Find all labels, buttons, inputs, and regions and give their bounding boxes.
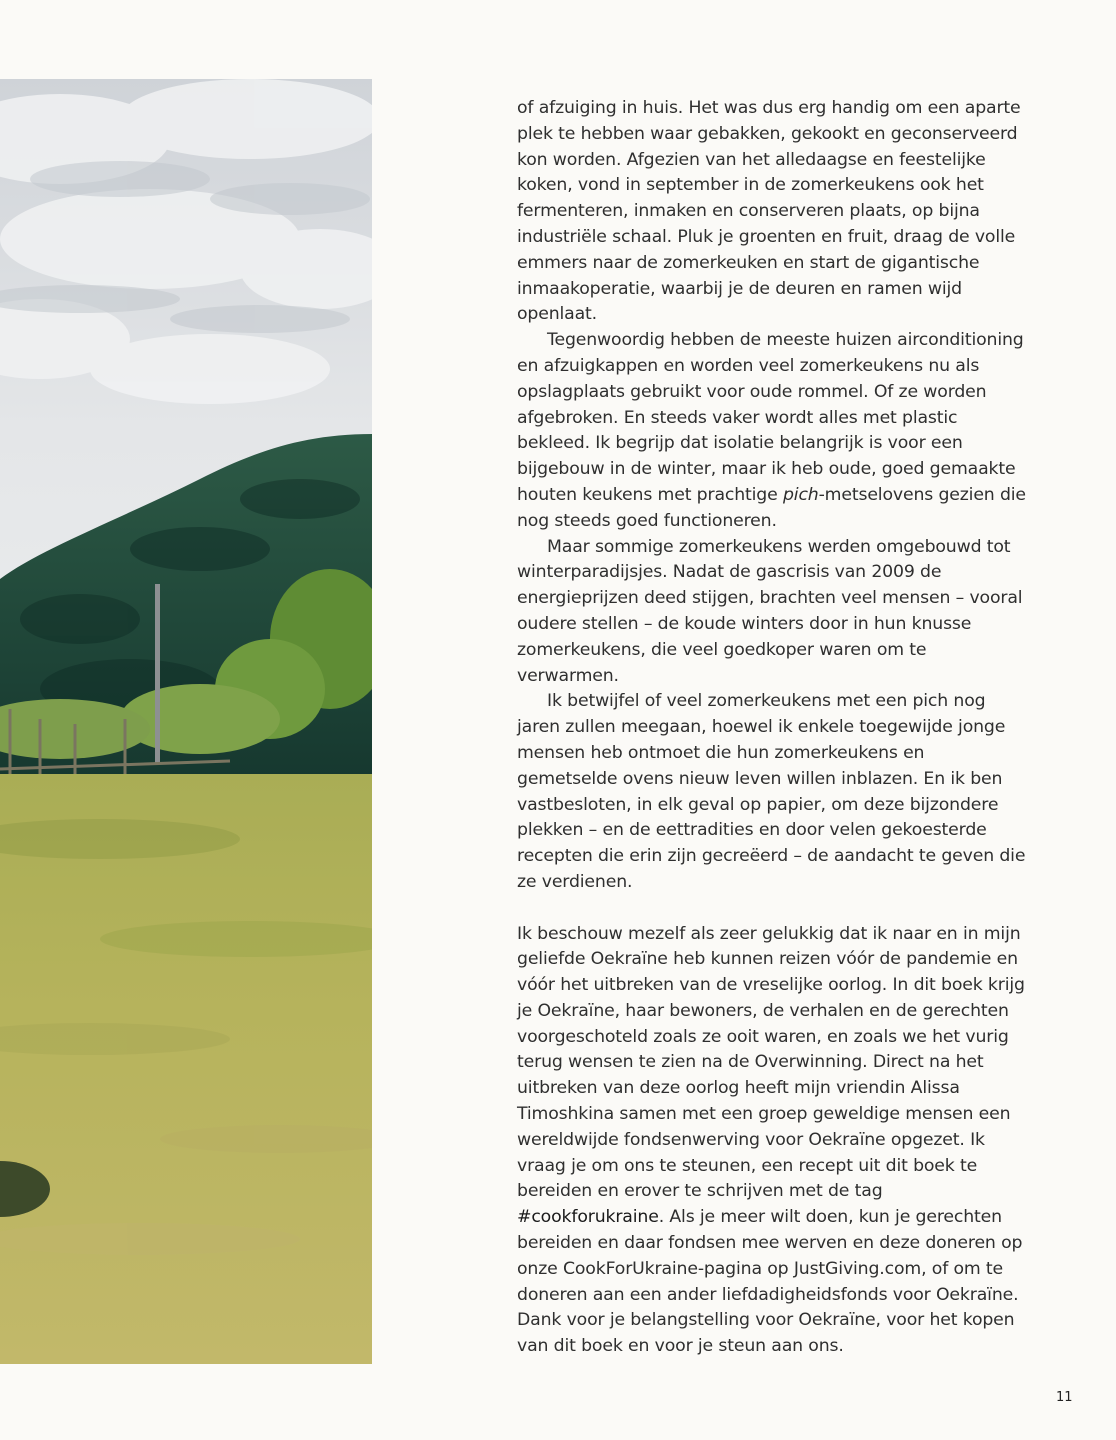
hashtag: #cookforukraine bbox=[517, 1207, 659, 1228]
paragraph-1: of afzuiging in huis. Het was dus erg handig om een aparte plek te hebben waar gebakken, gekookt en geconserveerd kon worden. Afgezien van het alledaagse en feestelijke koken, vond in september in de zomerkeukens ook het fermenteren, inmaken en conserveren plaats, op bijna industriële schaal. Pluk je groenten en fruit, draag de volle emmers naar de zomerkeuken en start de gigantische inmaakoperatie, waarbij je de deuren en ramen wijd openlaat. bbox=[517, 98, 1021, 325]
meadow bbox=[0, 774, 372, 1364]
paragraph-2-text: Tegenwoordig hebben de meeste huizen airconditioning en afzuigkappen en worden veel zomerkeukens nu als opslagplaats gebruikt voor oude rommel. Of ze worden afgebroken. En steeds vaker wordt alles met plastic bekleed. Ik begrijp dat isolatie belangrijk is voor een bijgebouw in de winter, maar ik heb oude, goed gemaakte houten keukens met prachtige bbox=[517, 330, 1024, 505]
page-number: 11 bbox=[1056, 1390, 1073, 1405]
clouds bbox=[0, 79, 372, 404]
paragraph-2-text-end: -metselovens gezien die nog steeds goed functioneren. bbox=[517, 484, 1026, 531]
paragraph-5-text: Ik beschouw mezelf als zeer gelukkig dat ik naar en in mijn geliefde Oekraïne heb kunnen reizen vóór de pandemie en vóór het uitbreken van de vreselijke oorlog. In dit boek krijg je Oekraïne, haar bewoners, de verhalen en de gerechten voorgeschoteld zoals ze ooit waren, en zoals we het vurig terug wensen te zien na de Overwinning. Direct na het uitbreken van deze oorlog heeft mijn vriendin Alissa Timoshkina samen met een groep geweldige mensen een wereldwijde fondsenwerving voor Oekraïne opgezet. Ik vraag je om ons te steunen, een recept uit dit boek te bereiden en erover te schrijven met de tag bbox=[517, 923, 1025, 1202]
utility-pole bbox=[155, 584, 160, 764]
paragraph-4: Ik betwijfel of veel zomerkeukens met een pich nog jaren zullen meegaan, hoewel ik enkele toegewijde jonge mensen heb ontmoet die hun zomerkeukens en gemetselde ovens nieuw leven willen inblazen. En ik ben vastbesloten, in elk geval op papier, om deze bijzondere plekken – en de eettradities en door velen gekoesterde recepten die erin zijn gecreëerd – de aandacht te geven die ze verdienen. bbox=[517, 691, 1026, 892]
landscape-illustration bbox=[0, 79, 372, 1364]
paragraph-3: Maar sommige zomerkeukens werden omgebouwd tot winterparadijsjes. Nadat de gascrisis van 2009 de energieprijzen deed stijgen, brachten veel mensen – vooral oudere stellen – de koude winters door in hun knusse zomerkeukens, die veel goedkoper waren om te verwarmen. bbox=[517, 536, 1023, 686]
paragraph-5-text-end: . Als je meer wilt doen, kun je gerechten bereiden en daar fondsen mee werven en deze doneren op onze CookForUkraine-pagina op JustGiving.com, of om te doneren aan een ander liefdadigheidsfonds voor Oekraïne. Dank voor je belangstelling voor Oekraïne, voor het kopen van dit boek en voor je steun aan ons. bbox=[517, 1207, 1023, 1357]
paragraph-2 bbox=[517, 328, 1027, 534]
landscape-photo bbox=[0, 79, 372, 1364]
paragraph-5 bbox=[517, 922, 1027, 1361]
italic-term: pich bbox=[782, 484, 819, 505]
body-text bbox=[517, 96, 1027, 1360]
